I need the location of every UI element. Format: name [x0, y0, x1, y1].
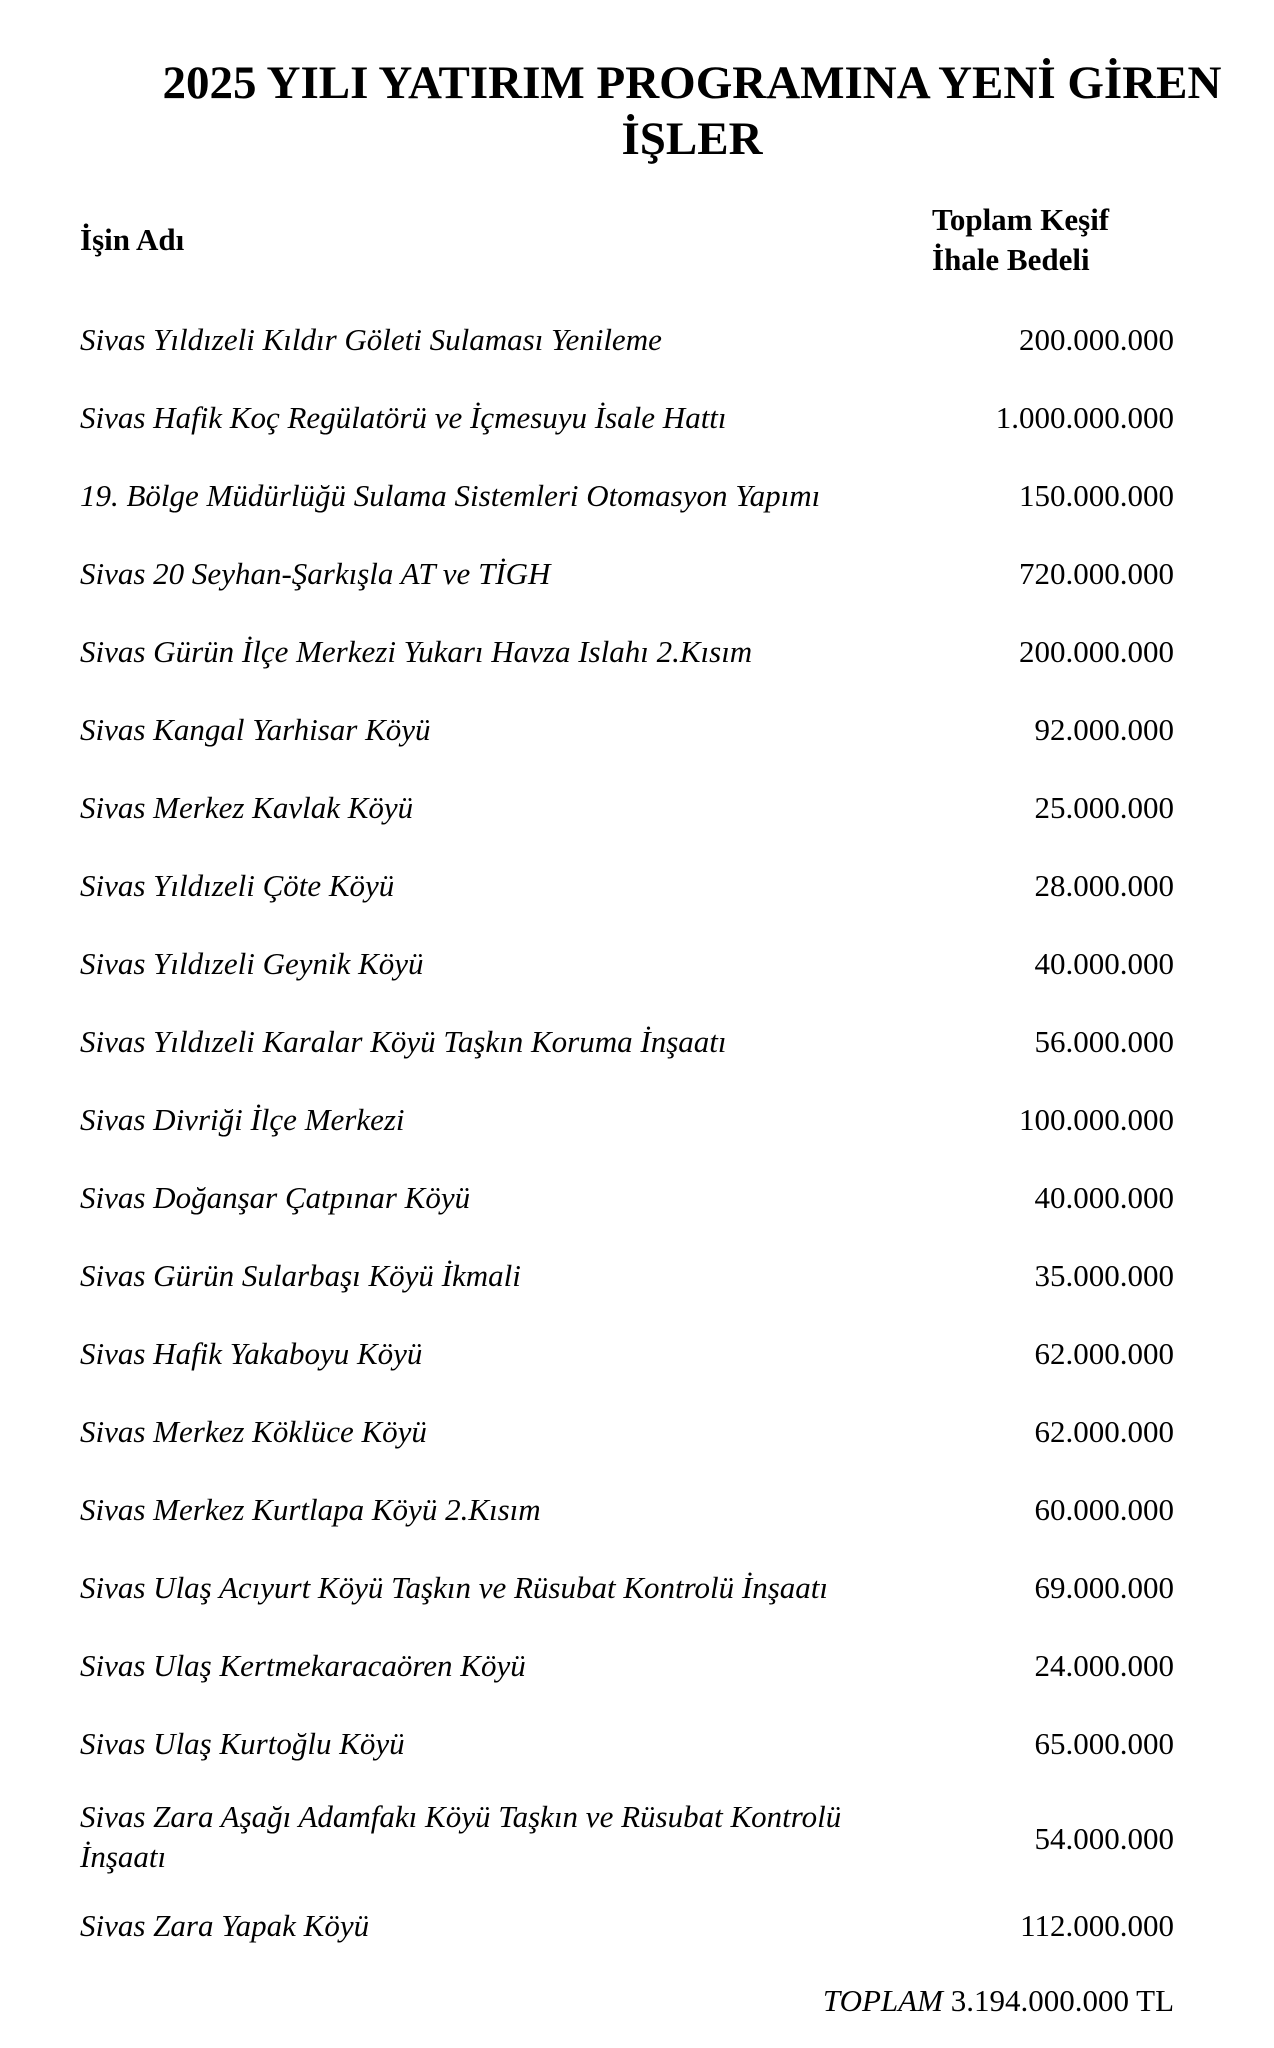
project-name: Sivas Gürün İlçe Merkezi Yukarı Havza Islahı 2.Kısım: [80, 634, 753, 669]
project-cost: 35.000.000: [1034, 1258, 1174, 1293]
project-name: Sivas Zara Yapak Köyü: [80, 1908, 370, 1943]
project-name: Sivas Merkez Köklüce Köyü: [80, 1414, 427, 1449]
project-cost: 28.000.000: [1034, 868, 1174, 903]
project-cost: 200.000.000: [1019, 634, 1174, 669]
project-name: Sivas Hafik Yakaboyu Köyü: [80, 1336, 423, 1371]
project-cost: 24.000.000: [1034, 1648, 1174, 1683]
project-name: Sivas Hafik Koç Regülatörü ve İçmesuyu İsale Hattı: [80, 400, 727, 435]
project-cost: 62.000.000: [1034, 1414, 1174, 1449]
project-name: Sivas Ulaş Kurtoğlu Köyü: [80, 1726, 405, 1761]
project-cost: 54.000.000: [1034, 1821, 1174, 1856]
project-name: Sivas Yıldızeli Geynik Köyü: [80, 946, 424, 981]
project-cost: 56.000.000: [1034, 1024, 1174, 1059]
project-name: Sivas Gürün Sularbaşı Köyü İkmali: [80, 1258, 521, 1293]
project-name: 19. Bölge Müdürlüğü Sulama Sistemleri Otomasyon Yapımı: [80, 478, 821, 513]
column-header-cost-line-2: İhale Bedeli: [932, 242, 1090, 277]
project-name: Sivas Ulaş Kertmekaracaören Köyü: [80, 1648, 526, 1683]
project-cost: 1.000.000.000: [995, 400, 1174, 435]
project-name: Sivas Zara Aşağı Adamfakı Köyü Taşkın ve Rüsubat Kontrolü İnşaatı: [80, 1799, 842, 1874]
project-name: Sivas 20 Seyhan-Şarkışla AT ve TİGH: [80, 556, 551, 591]
project-name: Sivas Yıldızeli Kıldır Göleti Sulaması Yenileme: [80, 322, 662, 357]
project-cost: 150.000.000: [1019, 478, 1174, 513]
project-cost: 69.000.000: [1034, 1570, 1174, 1605]
project-cost: 720.000.000: [1019, 556, 1174, 591]
project-name: Sivas Ulaş Acıyurt Köyü Taşkın ve Rüsubat Kontrolü İnşaatı: [80, 1570, 829, 1605]
page-title: [110, 55, 1274, 167]
project-name: Sivas Kangal Yarhisar Köyü: [80, 712, 431, 747]
project-cost: 25.000.000: [1034, 790, 1174, 825]
project-name: Sivas Yıldızeli Çöte Köyü: [80, 868, 395, 903]
project-cost: 100.000.000: [1019, 1102, 1174, 1137]
project-name: Sivas Merkez Kavlak Köyü: [80, 790, 414, 825]
project-cost: 40.000.000: [1034, 1180, 1174, 1215]
column-header-cost-line-1: Toplam Keşif: [932, 202, 1110, 237]
total-row: [823, 1983, 1174, 2019]
project-cost: 65.000.000: [1034, 1726, 1174, 1761]
project-name: Sivas Doğanşar Çatpınar Köyü: [80, 1180, 471, 1215]
project-name: Sivas Divriği İlçe Merkezi: [80, 1102, 405, 1137]
total-value: 3.194.000.000 TL: [950, 1983, 1174, 2018]
project-name: Sivas Merkez Kurtlapa Köyü 2.Kısım: [80, 1492, 541, 1527]
title-line-1: 2025 YILI YATIRIM PROGRAMINA YENİ GİREN: [162, 57, 1222, 109]
project-cost: 40.000.000: [1034, 946, 1174, 981]
project-cost: 92.000.000: [1034, 712, 1174, 747]
column-header-name: İşin Adı: [80, 222, 185, 257]
total-label: TOPLAM: [822, 1983, 943, 2018]
project-cost: 62.000.000: [1034, 1336, 1174, 1371]
project-cost: 112.000.000: [1020, 1908, 1174, 1943]
project-cost: 60.000.000: [1034, 1492, 1174, 1527]
project-cost: 200.000.000: [1019, 322, 1174, 357]
title-line-2: İŞLER: [621, 113, 763, 165]
project-name: Sivas Yıldızeli Karalar Köyü Taşkın Koruma İnşaatı: [80, 1024, 727, 1059]
column-header-cost: [932, 200, 1109, 280]
